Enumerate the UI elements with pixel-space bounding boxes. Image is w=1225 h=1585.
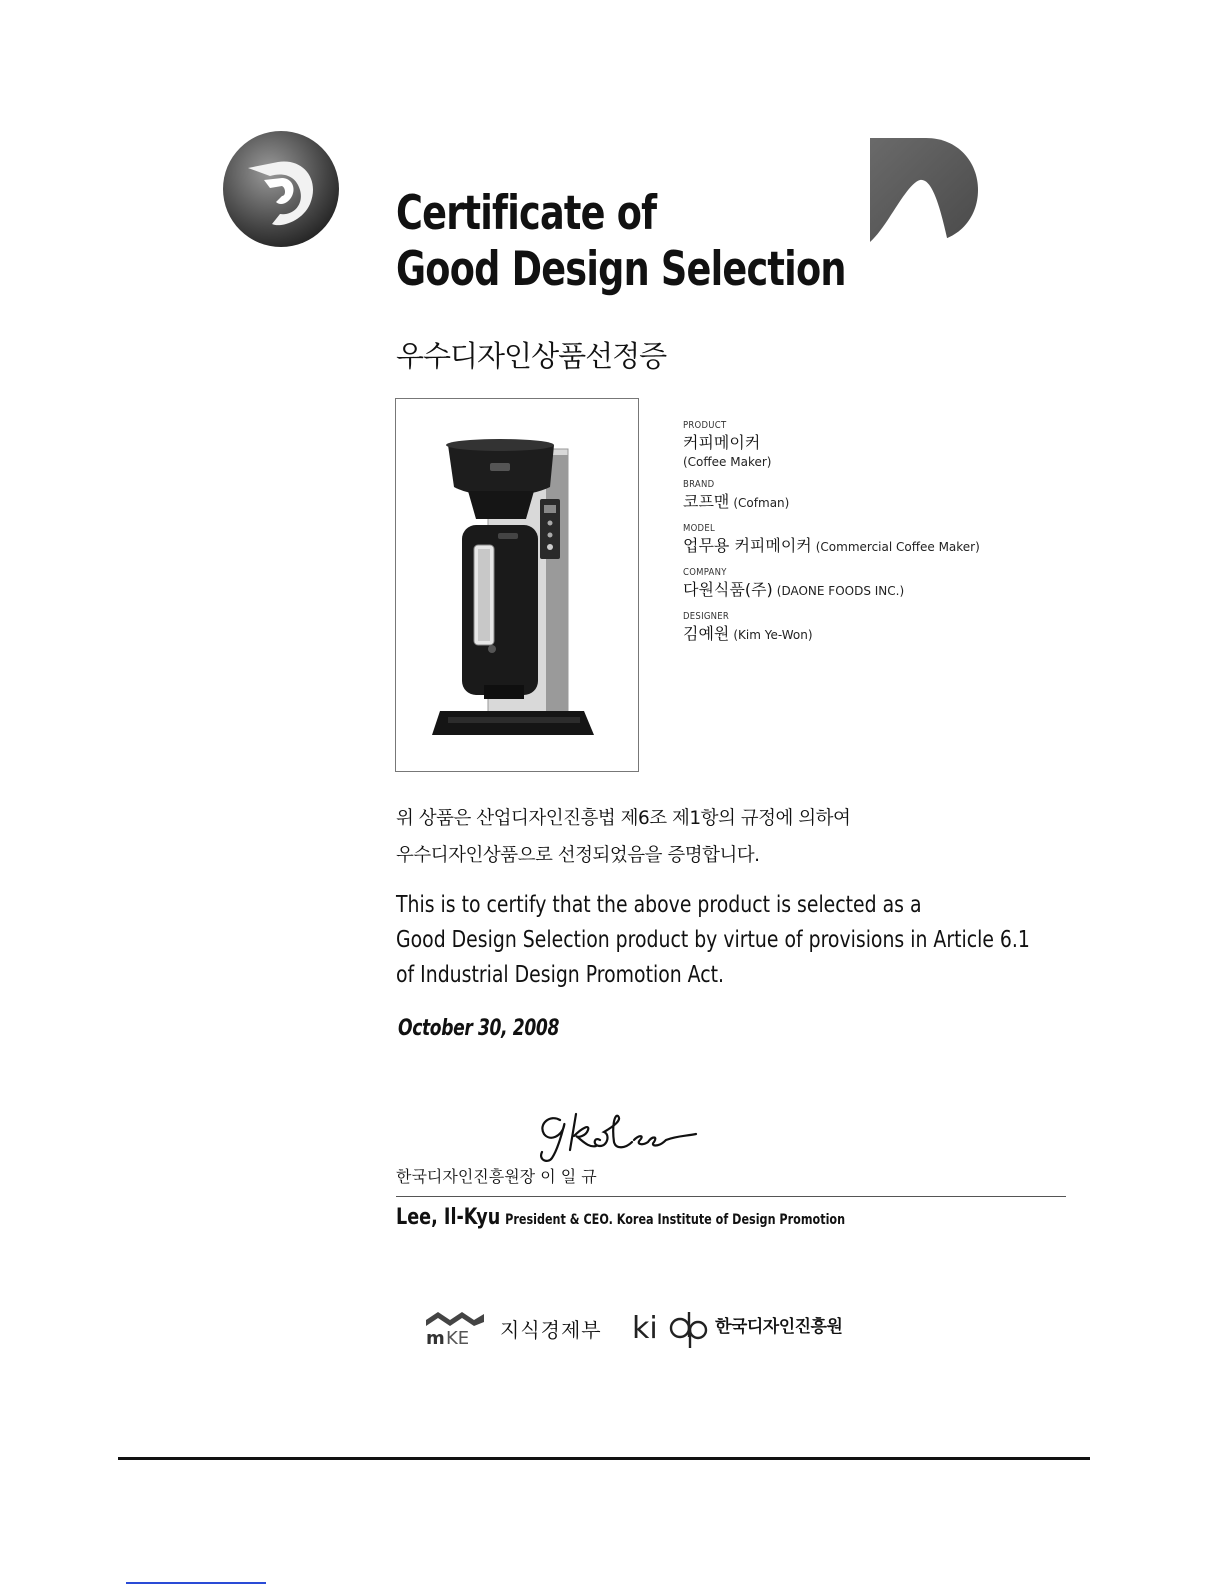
product-details (683, 420, 1013, 646)
designer-name-korean: 김예원 (683, 624, 730, 643)
statement-english-line1: This is to certify that the above product is selected as a (396, 892, 922, 918)
model-name-english: (Commercial Coffee Maker) (815, 540, 980, 554)
designer-value (683, 623, 1013, 646)
signatory-korean: 한국디자인진흥원장 이 일 규 (396, 1167, 597, 1186)
model-value (683, 535, 1013, 558)
kidp-name: 한국디자인진흥원 (715, 1317, 843, 1337)
brand-name-korean: 코프맨 (683, 492, 730, 511)
company-name-english: (DAONE FOODS INC.) (776, 584, 905, 598)
company-name-korean: 다원식품(주) (683, 580, 773, 599)
good-design-emblem-logo (220, 128, 342, 250)
certificate-title-line2: Good Design Selection (396, 242, 846, 297)
brand-value (683, 491, 1013, 514)
mke-logo (424, 1310, 486, 1346)
product-label: PRODUCT (683, 420, 727, 431)
statement-english-line2: Good Design Selection product by virtue of provisions in Article 6.1 (396, 927, 1030, 953)
certificate-title-korean: 우수디자인상품선정증 (396, 339, 667, 373)
corner-link-underline[interactable] (126, 1582, 266, 1584)
designer-label: DESIGNER (683, 611, 730, 622)
svg-text:m: m (426, 1328, 445, 1346)
statement-korean (396, 800, 850, 874)
brand-label: BRAND (683, 479, 715, 490)
svg-text:KE: KE (446, 1328, 470, 1346)
brand-name-english: (Cofman) (733, 496, 790, 510)
handwritten-signature (530, 1106, 698, 1164)
certificate-date: October 30, 2008 (398, 1016, 560, 1041)
mke-name: 지식경제부 (500, 1318, 602, 1342)
certificate-title-line1: Certificate of (396, 186, 657, 241)
signatory-title-english: President & CEO. Korea Institute of Design Promotion (505, 1212, 846, 1228)
product-photo-frame (395, 398, 639, 772)
company-label: COMPANY (683, 567, 727, 578)
product-name-korean: 커피메이커 (683, 433, 761, 452)
model-name-korean: 업무용 커피메이커 (683, 536, 812, 555)
designer-name-english: (Kim Ye-Won) (733, 628, 813, 642)
statement-english (396, 888, 1030, 993)
page-bottom-rule (118, 1457, 1090, 1460)
coffee-maker-image (396, 399, 637, 770)
design-d-emblem-logo (868, 136, 980, 244)
signature-divider (396, 1196, 1066, 1197)
model-label: MODEL (683, 523, 715, 534)
signatory-english (396, 1205, 845, 1230)
kidp-logo (632, 1306, 708, 1350)
statement-korean-line1: 위 상품은 산업디자인진흥법 제6조 제1항의 규정에 의하여 (396, 808, 851, 829)
company-value (683, 579, 1013, 602)
certificate-title (396, 186, 846, 298)
signatory-name-english: Lee, Il-Kyu (396, 1205, 501, 1230)
statement-korean-line2: 우수디자인상품으로 선정되었음을 증명합니다. (396, 845, 760, 866)
statement-english-line3: of Industrial Design Promotion Act. (396, 962, 725, 988)
svg-text:ki: ki (632, 1311, 658, 1346)
product-name-english: (Coffee Maker) (683, 455, 772, 469)
